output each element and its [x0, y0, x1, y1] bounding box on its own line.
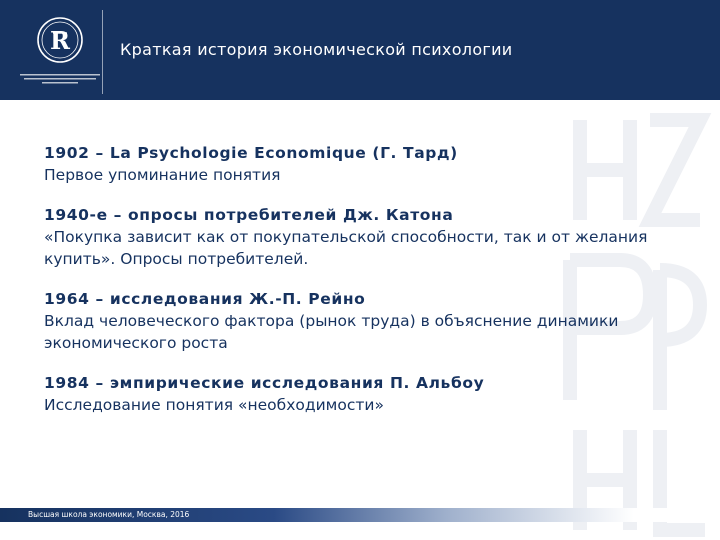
footer-bar	[0, 508, 720, 522]
entry-title: 1984 – эмпирические исследования П. Альбоу	[44, 374, 485, 392]
history-entry	[44, 372, 664, 416]
hse-logo-icon	[20, 12, 100, 92]
slide-header	[0, 0, 720, 100]
slide-title: Краткая история экономической психологии	[120, 40, 513, 59]
svg-text:R: R	[50, 26, 70, 55]
entry-description: Первое упоминание понятия	[44, 166, 281, 184]
header-divider	[102, 10, 103, 94]
entry-title: 1964 – исследования Ж.-П. Рейно	[44, 290, 366, 308]
history-entry	[44, 204, 664, 270]
entry-description: «Покупка зависит как от покупательской способности, так и от желания купить». Опросы потребителей.	[44, 228, 648, 268]
footer-text: Высшая школа экономики, Москва, 2016	[28, 510, 190, 519]
entry-description: Исследование понятия «необходимости»	[44, 396, 384, 414]
entry-title: 1940-е – опросы потребителей Дж. Катона	[44, 206, 454, 224]
entry-title: 1902 – La Psychologie Economique (Г. Тард)	[44, 144, 458, 162]
history-entry	[44, 142, 664, 186]
history-entry	[44, 288, 664, 354]
content-area	[44, 142, 664, 434]
entry-description: Вклад человеческого фактора (рынок труда) в объяснение динамики экономического роста	[44, 312, 619, 352]
